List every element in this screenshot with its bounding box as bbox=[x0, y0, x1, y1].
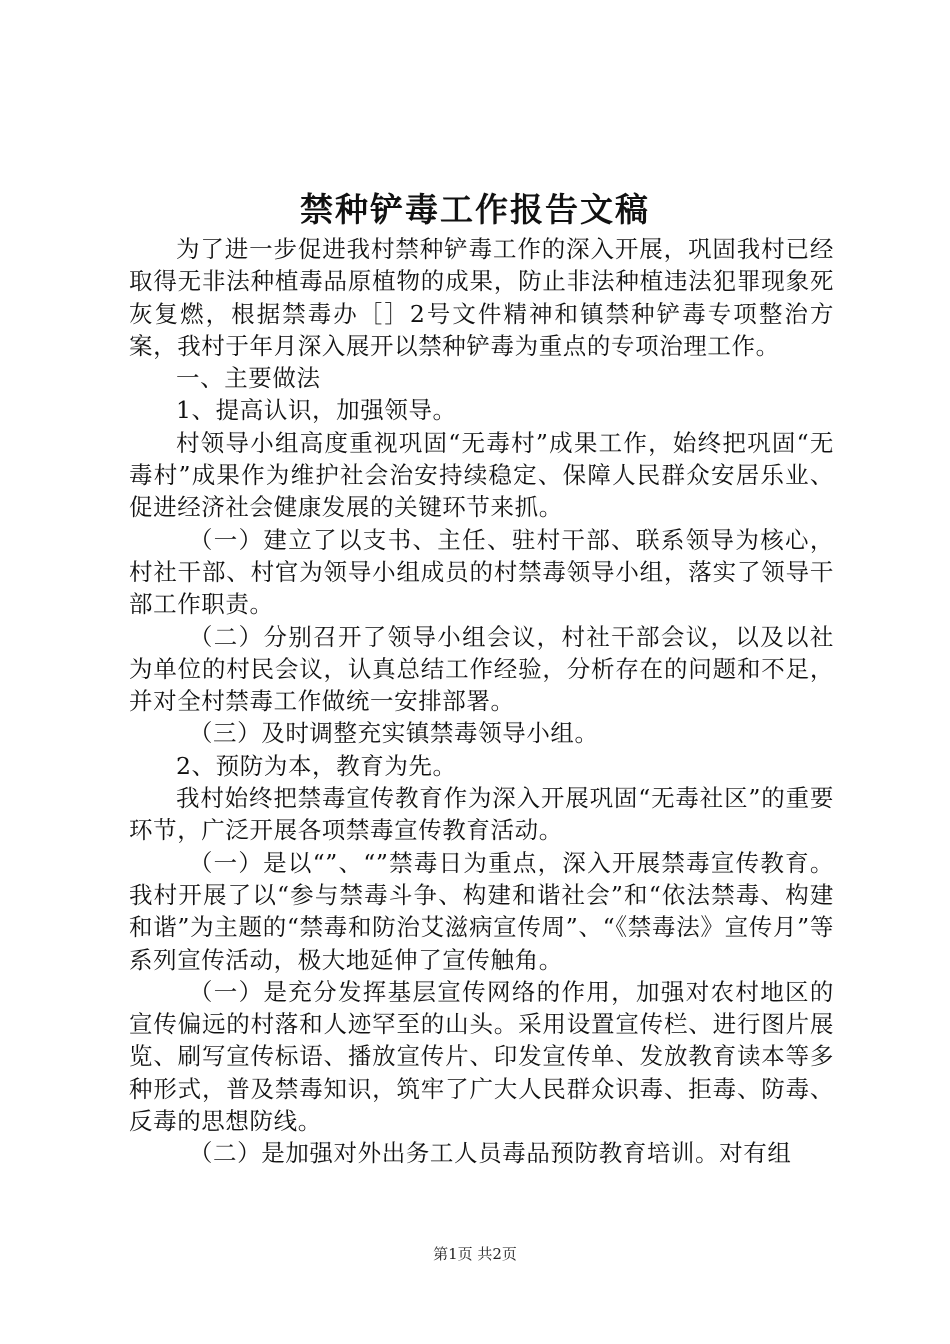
subheading-prevention-education: 2、预防为本，教育为先。 bbox=[176, 751, 457, 780]
paragraph-education-item-2: （一）是充分发挥基层宣传网络的作用，加强对农村地区的宣传偏远的村落和人迹罕至的山头。采用设置宣传栏、进行图片展览、刷写宣传标语、播放宣传片、印发宣传单、发放教育读本等多种形式，普及禁毒知识，筑牢了广大人民群众识毒、拒毒、防毒、反毒的思想防线。 bbox=[129, 977, 834, 1136]
subheading-awareness-leadership: 1、提高认识，加强领导。 bbox=[176, 396, 457, 425]
paragraph-item-1: （一）建立了以支书、主任、驻村干部、联系领导为核心，村社干部、村官为领导小组成员的村禁毒领导小组，落实了领导干部工作职责。 bbox=[129, 525, 834, 619]
page-footer: 第1页 共2页 bbox=[433, 1245, 517, 1263]
paragraph-item-3: （三）及时调整充实镇禁毒领导小组。 bbox=[188, 719, 599, 748]
paragraph-item-2: （二）分别召开了领导小组会议，村社干部会议，以及以社为单位的村民会议，认真总结工作经验，分析存在的问题和不足，并对全村禁毒工作做统一安排部署。 bbox=[129, 622, 834, 716]
paragraph-education-item-1: （一）是以“”、“”禁毒日为重点，深入开展禁毒宣传教育。我村开展了以“参与禁毒斗争、构建和谐社会”和“依法禁毒、构建和谐”为主题的“禁毒和防治艾滋病宣传周”、“《禁毒法》宣传月”等系列宣传活动，极大地延伸了宣传触角。 bbox=[129, 848, 834, 974]
paragraph-leadership: 村领导小组高度重视巩固“无毒村”成果工作，始终把巩固“无毒村”成果作为维护社会治安持续稳定、保障人民群众安居乐业、促进经济社会健康发展的关键环节来抓。 bbox=[129, 428, 834, 522]
paragraph-intro: 为了进一步促进我村禁种铲毒工作的深入开展，巩固我村已经取得无非法种植毒品原植物的成果，防止非法种植违法犯罪现象死灰复燃，根据禁毒办［］2号文件精神和镇禁种铲毒专项整治方案，我村于年月深入展开以禁种铲毒为重点的专项治理工作。 bbox=[129, 235, 834, 360]
paragraph-education: 我村始终把禁毒宣传教育作为深入开展巩固“无毒社区”的重要环节，广泛开展各项禁毒宣传教育活动。 bbox=[129, 784, 834, 845]
paragraph-education-item-3: （二）是加强对外出务工人员毒品预防教育培训。对有组 bbox=[188, 1139, 792, 1168]
heading-main-practices: 一、主要做法 bbox=[176, 364, 321, 393]
document-body bbox=[129, 233, 834, 1170]
document-title: 禁种铲毒工作报告文稿 bbox=[300, 190, 650, 229]
